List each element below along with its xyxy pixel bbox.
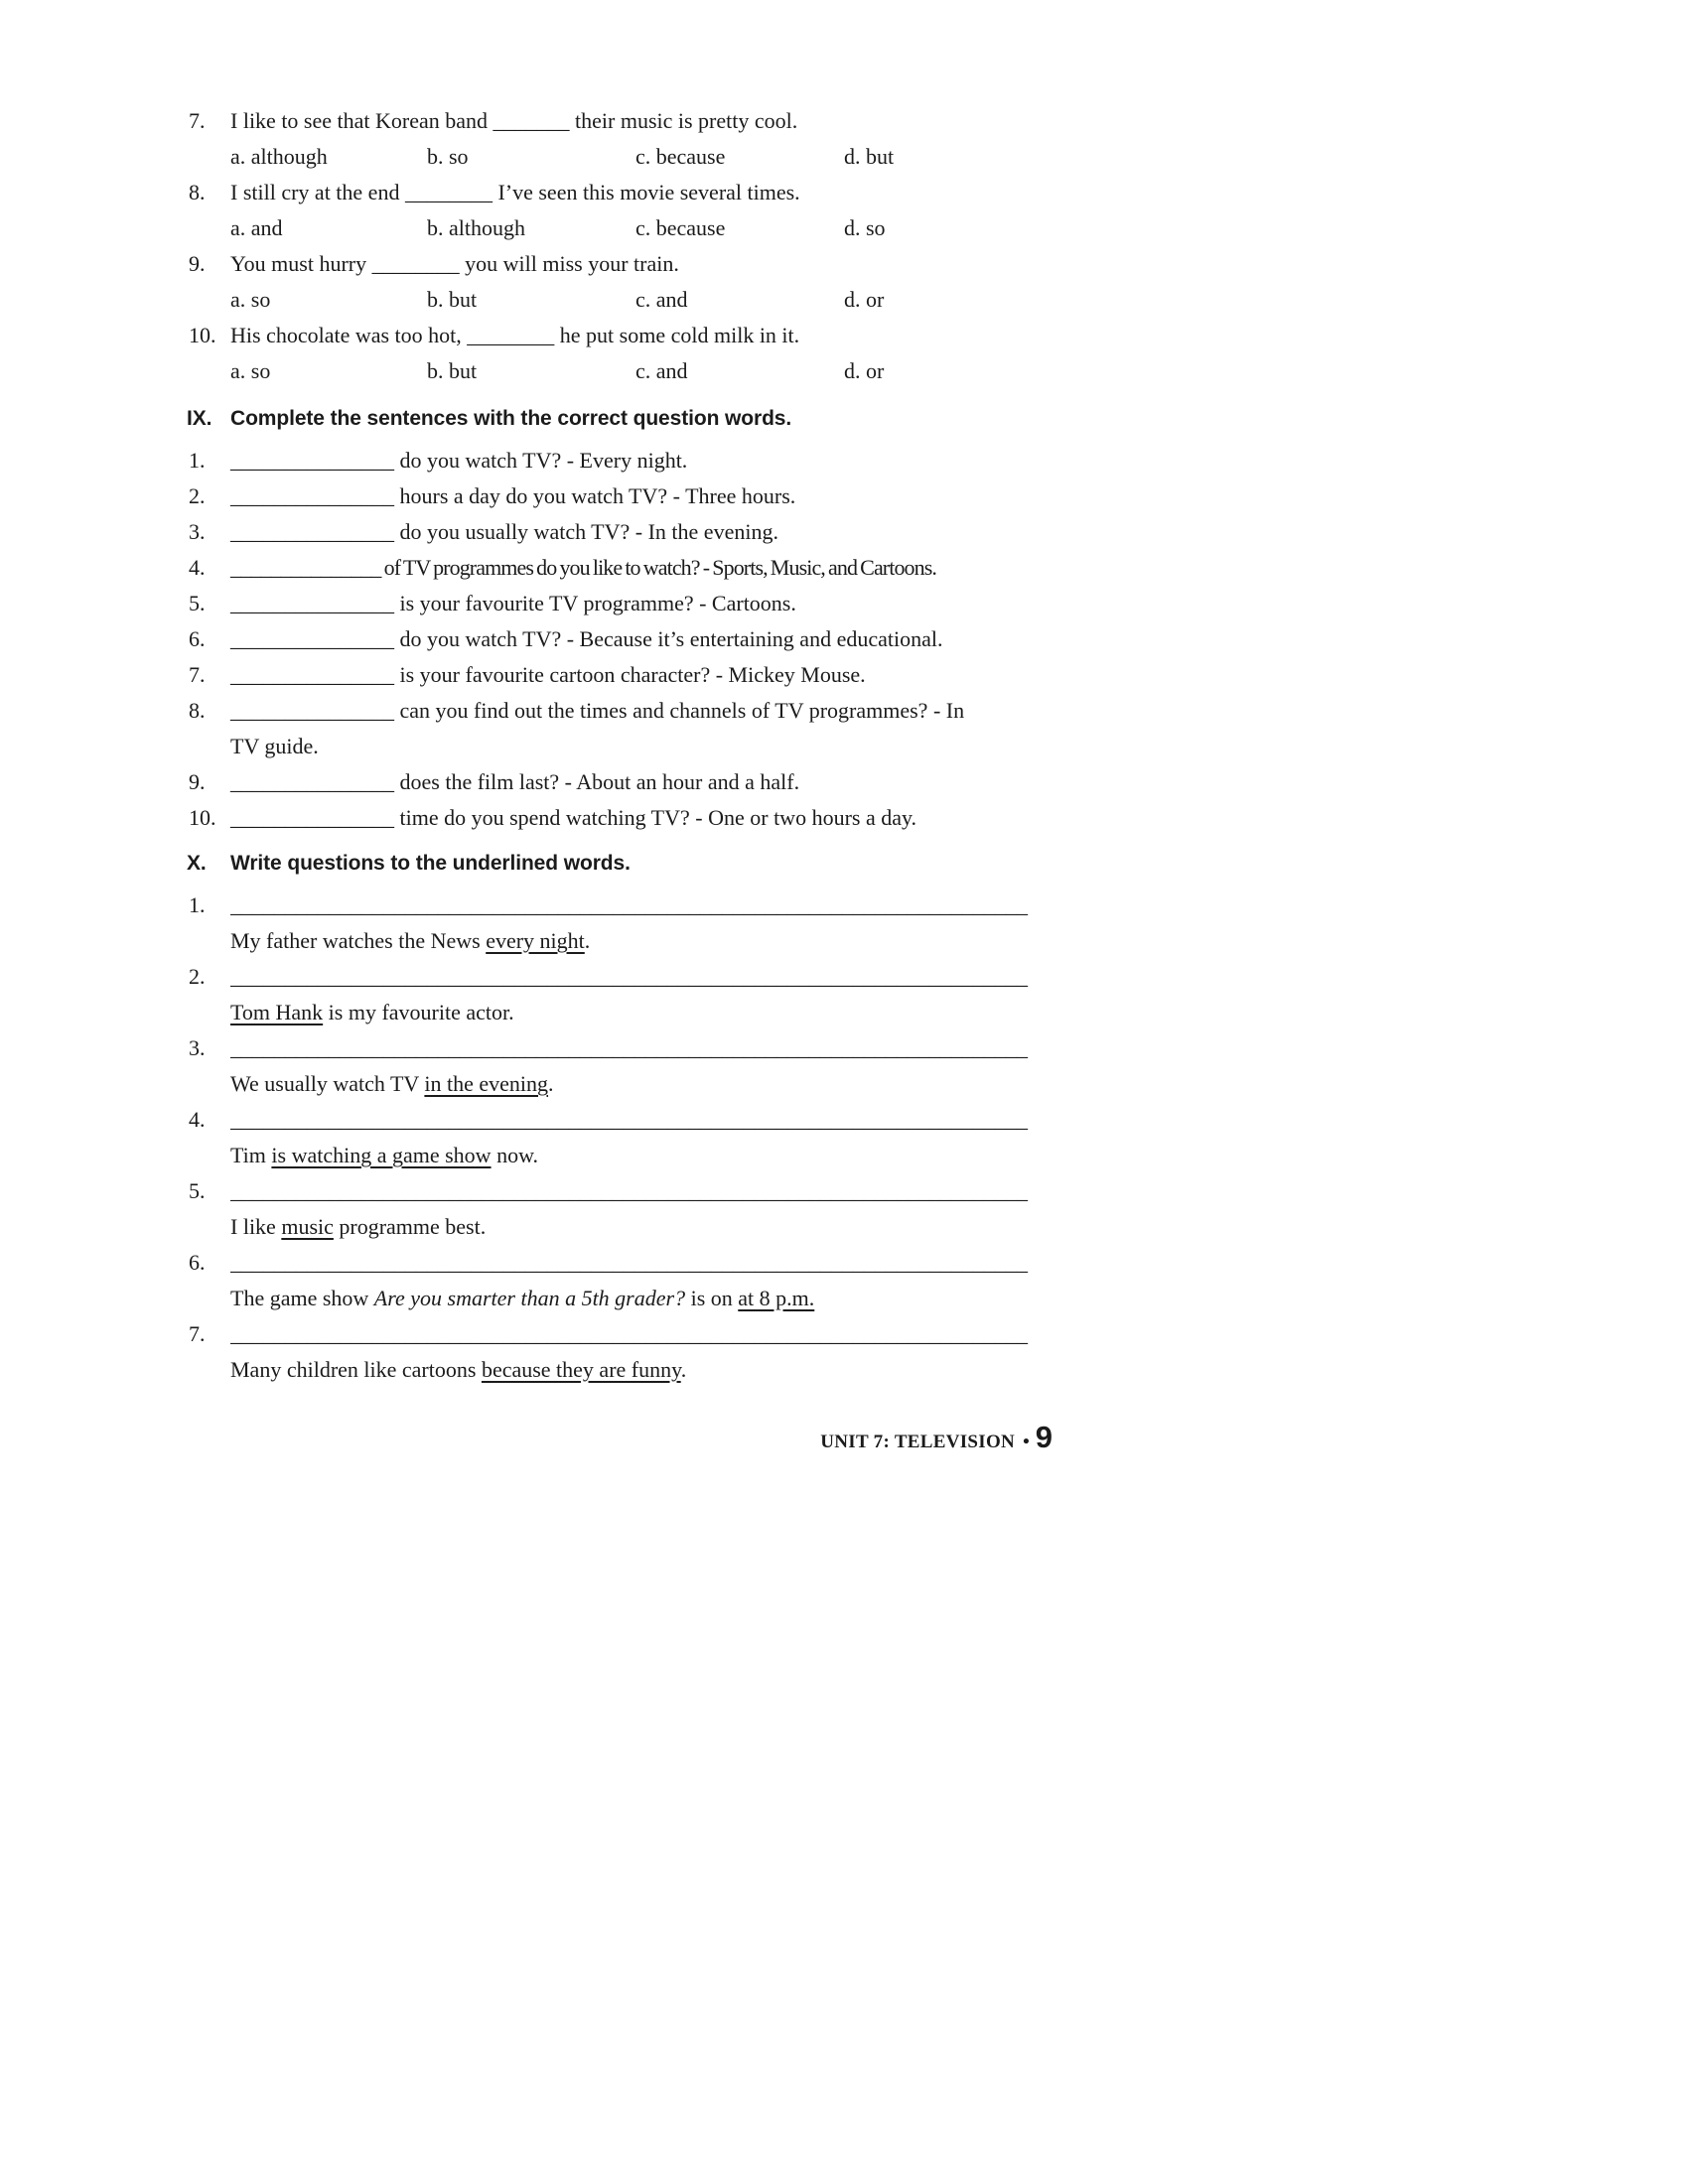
fill-in-item [179, 621, 1053, 657]
option-d: d. or [844, 358, 885, 383]
fill-in-item [179, 586, 1053, 621]
item-number: 1. [189, 892, 206, 917]
question-writing-item [179, 1316, 1053, 1388]
question-number: 8. [189, 180, 206, 205]
item-text: do you watch TV? - Because it’s entertaining and educational. [399, 626, 943, 651]
prompt-sentence: Many children like cartoons because they are funny. [230, 1357, 687, 1382]
question-writing-item [179, 1173, 1053, 1245]
options-row [230, 210, 1053, 246]
item-number: 3. [189, 1035, 206, 1060]
option-a: a. and [230, 215, 283, 240]
fill-in-item [179, 693, 1053, 764]
section-x-list [179, 887, 1053, 1388]
prompt-sentence: My father watches the News every night. [230, 928, 591, 953]
item-number: 10. [189, 805, 216, 830]
answer-blank: _______________ [230, 448, 394, 473]
option-a: a. so [230, 287, 271, 312]
option-a: a. so [230, 358, 271, 383]
item-text: is your favourite TV programme? - Cartoons. [399, 591, 796, 615]
answer-blank: _______________ [230, 662, 394, 687]
option-d: d. so [844, 215, 886, 240]
item-number: 4. [189, 1107, 206, 1132]
answer-line: _________________________________________________________________________ [230, 1178, 1028, 1203]
option-b: b. but [427, 358, 478, 383]
options-row [230, 282, 1053, 318]
fill-in-item [179, 657, 1053, 693]
fill-in-item [179, 764, 1053, 800]
question-number: 10. [189, 323, 216, 347]
bullet-separator: • [1023, 1432, 1030, 1452]
mc-question [179, 246, 1053, 318]
answer-line: _________________________________________________________________________ [230, 964, 1028, 989]
item-number: 1. [189, 448, 206, 473]
question-writing-item [179, 887, 1053, 959]
mc-question [179, 175, 1053, 246]
option-d: d. or [844, 287, 885, 312]
question-text: I still cry at the end ________ I’ve seen this movie several times. [230, 180, 800, 205]
answer-line: _________________________________________________________________________ [230, 1035, 1028, 1060]
answer-blank: _______________ [230, 698, 394, 723]
fill-in-item [179, 443, 1053, 478]
underlined-words: in the evening [424, 1071, 549, 1096]
page-number: 9 [1035, 1420, 1053, 1454]
underlined-words: at 8 p.m. [738, 1286, 815, 1310]
fill-in-item [179, 478, 1053, 514]
prompt-sentence: The game show Are you smarter than a 5th grader? is on at 8 p.m. [230, 1286, 815, 1310]
page-content [179, 103, 1053, 1388]
mc-question [179, 103, 1053, 175]
option-c: c. and [635, 358, 688, 383]
section-ix-list [179, 443, 1053, 836]
item-number: 7. [189, 662, 206, 687]
item-text: can you find out the times and channels of TV programmes? - In [399, 698, 965, 723]
item-number: 8. [189, 698, 206, 723]
answer-line: _________________________________________________________________________ [230, 892, 1028, 917]
item-number: 2. [189, 964, 206, 989]
fill-in-item [179, 514, 1053, 550]
answer-line: _________________________________________________________________________ [230, 1321, 1028, 1346]
prompt-sentence: I like music programme best. [230, 1214, 487, 1239]
item-text: do you watch TV? - Every night. [399, 448, 688, 473]
section-title: Complete the sentences with the correct question words. [230, 407, 792, 430]
item-number: 6. [189, 1250, 206, 1275]
option-c: c. because [635, 144, 726, 169]
question-text: You must hurry ________ you will miss your train. [230, 251, 679, 276]
underlined-words: Tom Hank [230, 1000, 324, 1024]
underlined-words: is watching a game show [271, 1143, 492, 1167]
question-text: His chocolate was too hot, ________ he put some cold milk in it. [230, 323, 800, 347]
answer-blank: _______________ [230, 555, 381, 580]
option-a: a. although [230, 144, 328, 169]
prompt-sentence: Tom Hank is my favourite actor. [230, 1000, 514, 1024]
answer-blank: _______________ [230, 769, 394, 794]
item-text: do you usually watch TV? - In the evening. [399, 519, 778, 544]
item-number: 7. [189, 1321, 206, 1346]
item-text-continued: TV guide. [230, 734, 319, 758]
answer-line: _________________________________________________________________________ [230, 1107, 1028, 1132]
item-number: 9. [189, 769, 206, 794]
question-number: 9. [189, 251, 206, 276]
fill-in-item [179, 800, 1053, 836]
answer-blank: _______________ [230, 519, 394, 544]
option-b: b. but [427, 287, 478, 312]
item-text: of TV programmes do you like to watch? - Sports, Music, and Cartoons. [383, 555, 937, 580]
question-number: 7. [189, 108, 206, 133]
answer-blank: _______________ [230, 805, 394, 830]
question-writing-item [179, 1245, 1053, 1316]
fill-in-item [179, 550, 1053, 586]
section-ix-heading [179, 401, 1053, 437]
options-row [230, 353, 1053, 389]
item-text: is your favourite cartoon character? - Mickey Mouse. [399, 662, 866, 687]
item-text: does the film last? - About an hour and a half. [399, 769, 800, 794]
answer-blank: _______________ [230, 591, 394, 615]
section-x-heading [179, 846, 1053, 882]
option-d: d. but [844, 144, 895, 169]
answer-blank: _______________ [230, 483, 394, 508]
underlined-words: every night [486, 928, 585, 953]
option-c: c. and [635, 287, 688, 312]
option-b: b. so [427, 144, 469, 169]
underlined-words: music [281, 1214, 334, 1239]
item-number: 3. [189, 519, 206, 544]
item-text: time do you spend watching TV? - One or two hours a day. [399, 805, 917, 830]
question-writing-item [179, 1030, 1053, 1102]
page-footer [179, 1418, 1053, 1463]
mc-question [179, 318, 1053, 389]
prompt-sentence: Tim is watching a game show now. [230, 1143, 539, 1167]
unit-label: UNIT 7: TELEVISION [820, 1432, 1016, 1452]
question-writing-item [179, 1102, 1053, 1173]
item-number: 6. [189, 626, 206, 651]
section-label: X. [187, 852, 207, 875]
section-title: Write questions to the underlined words. [230, 852, 631, 875]
item-number: 5. [189, 1178, 206, 1203]
option-c: c. because [635, 215, 726, 240]
prompt-sentence: We usually watch TV in the evening. [230, 1071, 554, 1096]
option-b: b. although [427, 215, 525, 240]
answer-blank: _______________ [230, 626, 394, 651]
item-number: 4. [189, 555, 206, 580]
options-row [230, 139, 1053, 175]
section-label: IX. [187, 407, 212, 430]
question-text: I like to see that Korean band _______ their music is pretty cool. [230, 108, 798, 133]
programme-title: Are you smarter than a 5th grader? [373, 1286, 686, 1310]
item-number: 5. [189, 591, 206, 615]
answer-line: _________________________________________________________________________ [230, 1250, 1028, 1275]
underlined-words: because they are funny [481, 1357, 681, 1382]
question-writing-item [179, 959, 1053, 1030]
item-number: 2. [189, 483, 206, 508]
item-text: hours a day do you watch TV? - Three hours. [399, 483, 796, 508]
